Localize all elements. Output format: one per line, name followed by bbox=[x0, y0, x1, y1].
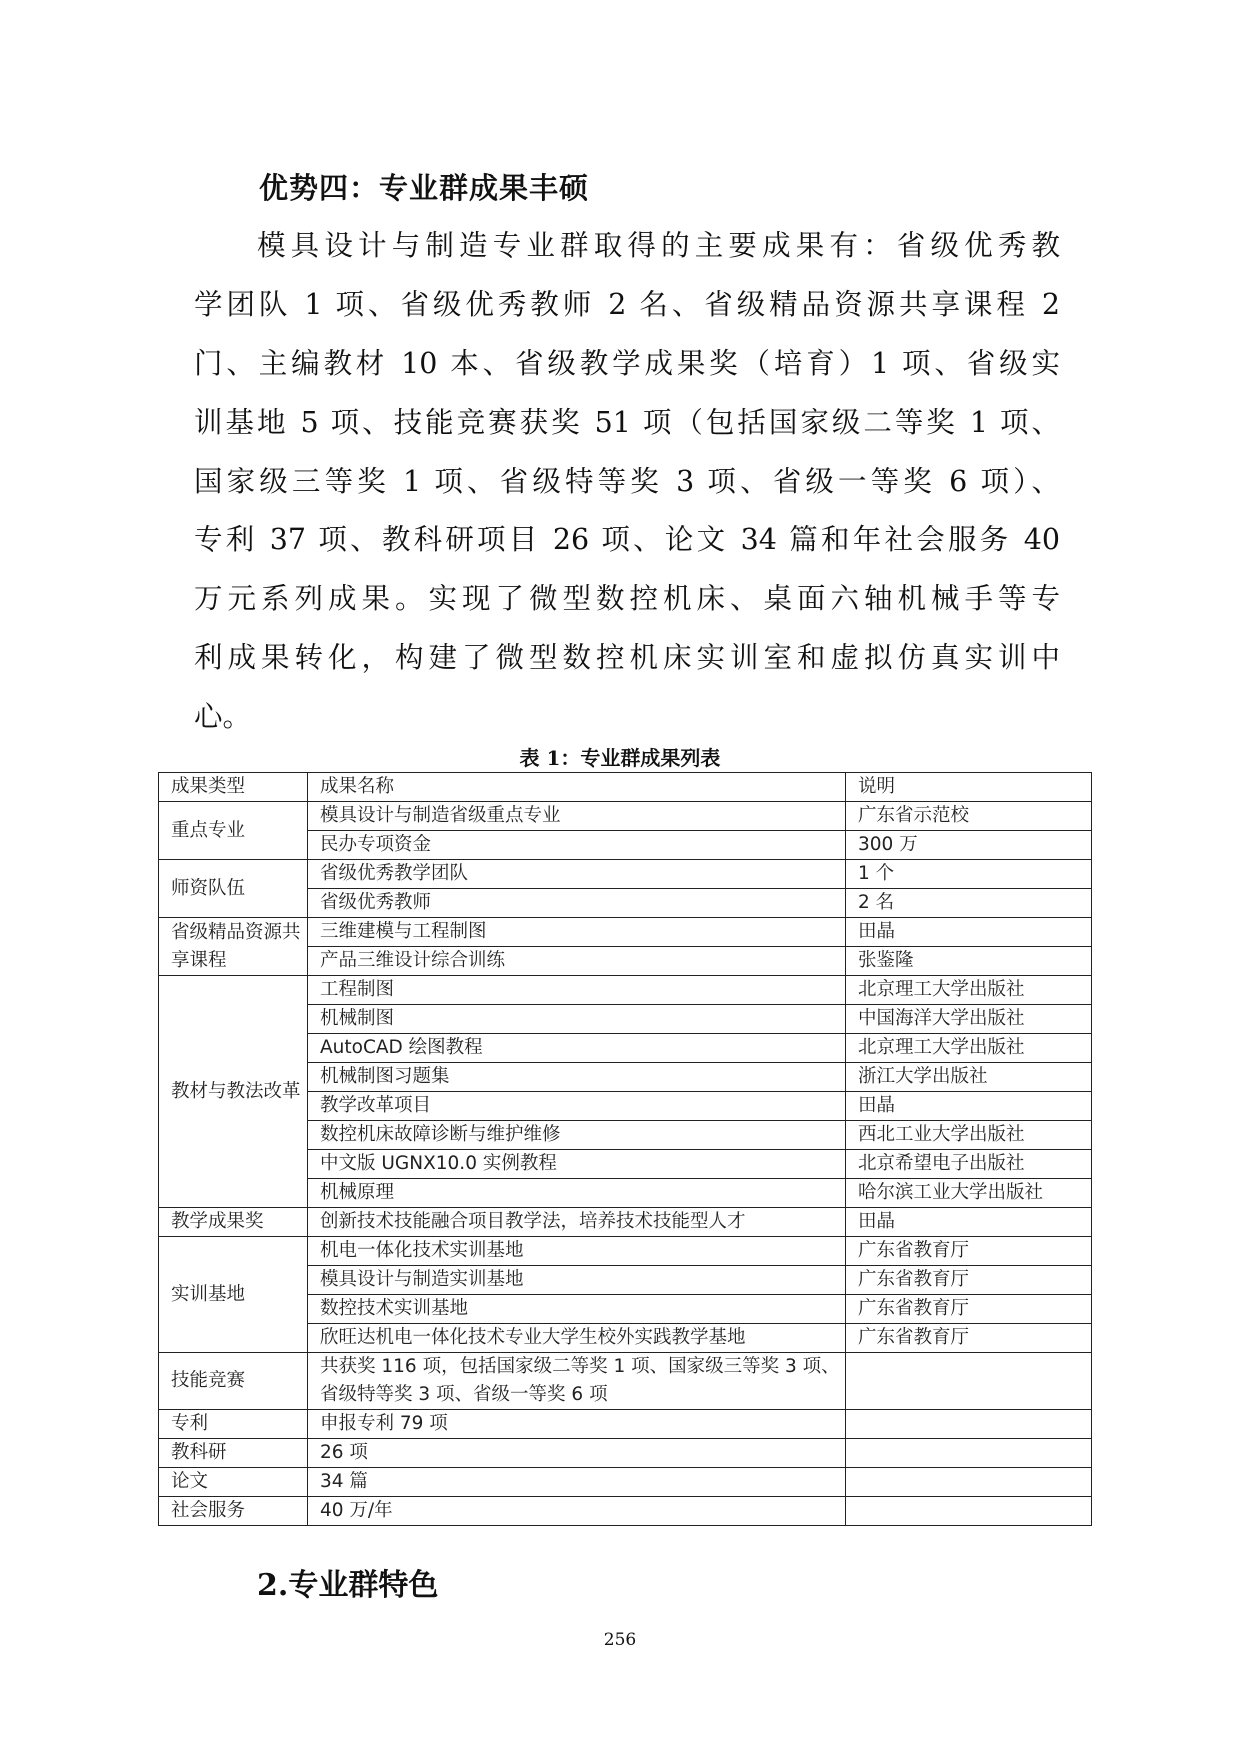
category-cell: 技能竞赛 bbox=[159, 1353, 308, 1410]
category-cell: 重点专业 bbox=[159, 802, 308, 860]
paragraph-line: 门、主编教材 10 本、省级教学成果奖（培育）1 项、省级实 bbox=[194, 346, 1060, 380]
name-cell: 26 项 bbox=[308, 1439, 846, 1468]
page-number: 256 bbox=[603, 1630, 637, 1650]
note-cell: 广东省示范校 bbox=[846, 802, 1092, 831]
category-cell: 教学成果奖 bbox=[159, 1208, 308, 1237]
name-cell: 机械制图 bbox=[308, 1005, 846, 1034]
category-cell: 社会服务 bbox=[159, 1497, 308, 1526]
name-cell: 民办专项资金 bbox=[308, 831, 846, 860]
header-cell: 成果类型 bbox=[159, 773, 308, 802]
name-cell: 机电一体化技术实训基地 bbox=[308, 1237, 846, 1266]
note-cell bbox=[846, 1439, 1092, 1468]
table-row bbox=[159, 1410, 1092, 1439]
category-cell: 省级精品资源共享课程 bbox=[159, 918, 308, 976]
note-cell: 张鉴隆 bbox=[846, 947, 1092, 976]
section-heading-features: 2.专业群特色 bbox=[257, 1568, 439, 1603]
table-row bbox=[159, 802, 1092, 831]
paragraph-line: 训基地 5 项、技能竞赛获奖 51 项（包括国家级二等奖 1 项、 bbox=[194, 405, 1060, 439]
name-cell: 机械制图习题集 bbox=[308, 1063, 846, 1092]
table-row bbox=[159, 1439, 1092, 1468]
header-cell: 说明 bbox=[846, 773, 1092, 802]
paragraph-line: 利成果转化，构建了微型数控机床实训室和虚拟仿真实训中 bbox=[194, 641, 1060, 675]
table-header-row bbox=[159, 773, 1092, 802]
achievements-table bbox=[158, 772, 1092, 1526]
paragraph-line: 学团队 1 项、省级优秀教师 2 名、省级精品资源共享课程 2 bbox=[194, 287, 1060, 321]
table-row bbox=[159, 918, 1092, 947]
note-cell: 北京理工大学出版社 bbox=[846, 976, 1092, 1005]
note-cell: 广东省教育厅 bbox=[846, 1324, 1092, 1353]
paragraph-line: 专利 37 项、教科研项目 26 项、论文 34 篇和年社会服务 40 bbox=[194, 523, 1060, 557]
note-cell: 哈尔滨工业大学出版社 bbox=[846, 1179, 1092, 1208]
paragraph-line: 国家级三等奖 1 项、省级特等奖 3 项、省级一等奖 6 项）、 bbox=[194, 464, 1060, 498]
paragraph-line: 模具设计与制造专业群取得的主要成果有：省级优秀教 bbox=[257, 229, 1060, 262]
category-cell: 师资队伍 bbox=[159, 860, 308, 918]
name-cell: 三维建模与工程制图 bbox=[308, 918, 846, 947]
name-cell: 教学改革项目 bbox=[308, 1092, 846, 1121]
name-cell: 模具设计与制造省级重点专业 bbox=[308, 802, 846, 831]
category-cell: 论文 bbox=[159, 1468, 308, 1497]
note-cell: 田晶 bbox=[846, 1092, 1092, 1121]
note-cell: 田晶 bbox=[846, 1208, 1092, 1237]
body-paragraph bbox=[194, 226, 1060, 756]
name-cell: 中文版 UGNX10.0 实例教程 bbox=[308, 1150, 846, 1179]
table-row bbox=[159, 1497, 1092, 1526]
note-cell bbox=[846, 1497, 1092, 1526]
category-cell: 专利 bbox=[159, 1410, 308, 1439]
note-cell: 田晶 bbox=[846, 918, 1092, 947]
note-cell bbox=[846, 1410, 1092, 1439]
name-cell: 模具设计与制造实训基地 bbox=[308, 1266, 846, 1295]
name-cell: 40 万/年 bbox=[308, 1497, 846, 1526]
name-cell: 欣旺达机电一体化技术专业大学生校外实践教学基地 bbox=[308, 1324, 846, 1353]
section-heading-advantage-four: 优势四：专业群成果丰硕 bbox=[259, 171, 590, 205]
note-cell bbox=[846, 1353, 1092, 1410]
note-cell: 西北工业大学出版社 bbox=[846, 1121, 1092, 1150]
table-row bbox=[159, 1237, 1092, 1266]
paragraph-line: 万元系列成果。实现了微型数控机床、桌面六轴机械手等专 bbox=[194, 582, 1060, 616]
table-caption: 表 1：专业群成果列表 bbox=[519, 746, 721, 770]
note-cell: 中国海洋大学出版社 bbox=[846, 1005, 1092, 1034]
paragraph-line: 心。 bbox=[194, 700, 252, 734]
table-row bbox=[159, 1468, 1092, 1497]
note-cell: 广东省教育厅 bbox=[846, 1295, 1092, 1324]
note-cell: 北京希望电子出版社 bbox=[846, 1150, 1092, 1179]
name-cell: AutoCAD 绘图教程 bbox=[308, 1034, 846, 1063]
category-cell: 教材与教法改革 bbox=[159, 976, 308, 1208]
name-cell: 产品三维设计综合训练 bbox=[308, 947, 846, 976]
note-cell: 1 个 bbox=[846, 860, 1092, 889]
note-cell bbox=[846, 1468, 1092, 1497]
header-cell: 成果名称 bbox=[308, 773, 846, 802]
name-cell: 申报专利 79 项 bbox=[308, 1410, 846, 1439]
name-cell: 数控机床故障诊断与维护维修 bbox=[308, 1121, 846, 1150]
name-cell: 共获奖 116 项，包括国家级二等奖 1 项、国家级三等奖 3 项、省级特等奖 3 项、省级一等奖 6 项 bbox=[308, 1353, 846, 1410]
table-row bbox=[159, 1353, 1092, 1410]
table-row bbox=[159, 1208, 1092, 1237]
note-cell: 北京理工大学出版社 bbox=[846, 1034, 1092, 1063]
name-cell: 机械原理 bbox=[308, 1179, 846, 1208]
category-cell: 教科研 bbox=[159, 1439, 308, 1468]
name-cell: 省级优秀教学团队 bbox=[308, 860, 846, 889]
name-cell: 工程制图 bbox=[308, 976, 846, 1005]
note-cell: 广东省教育厅 bbox=[846, 1237, 1092, 1266]
name-cell: 数控技术实训基地 bbox=[308, 1295, 846, 1324]
note-cell: 浙江大学出版社 bbox=[846, 1063, 1092, 1092]
name-cell: 创新技术技能融合项目教学法，培养技术技能型人才 bbox=[308, 1208, 846, 1237]
note-cell: 广东省教育厅 bbox=[846, 1266, 1092, 1295]
name-cell: 省级优秀教师 bbox=[308, 889, 846, 918]
table-row bbox=[159, 860, 1092, 889]
note-cell: 300 万 bbox=[846, 831, 1092, 860]
category-cell: 实训基地 bbox=[159, 1237, 308, 1353]
note-cell: 2 名 bbox=[846, 889, 1092, 918]
table-row bbox=[159, 976, 1092, 1005]
name-cell: 34 篇 bbox=[308, 1468, 846, 1497]
